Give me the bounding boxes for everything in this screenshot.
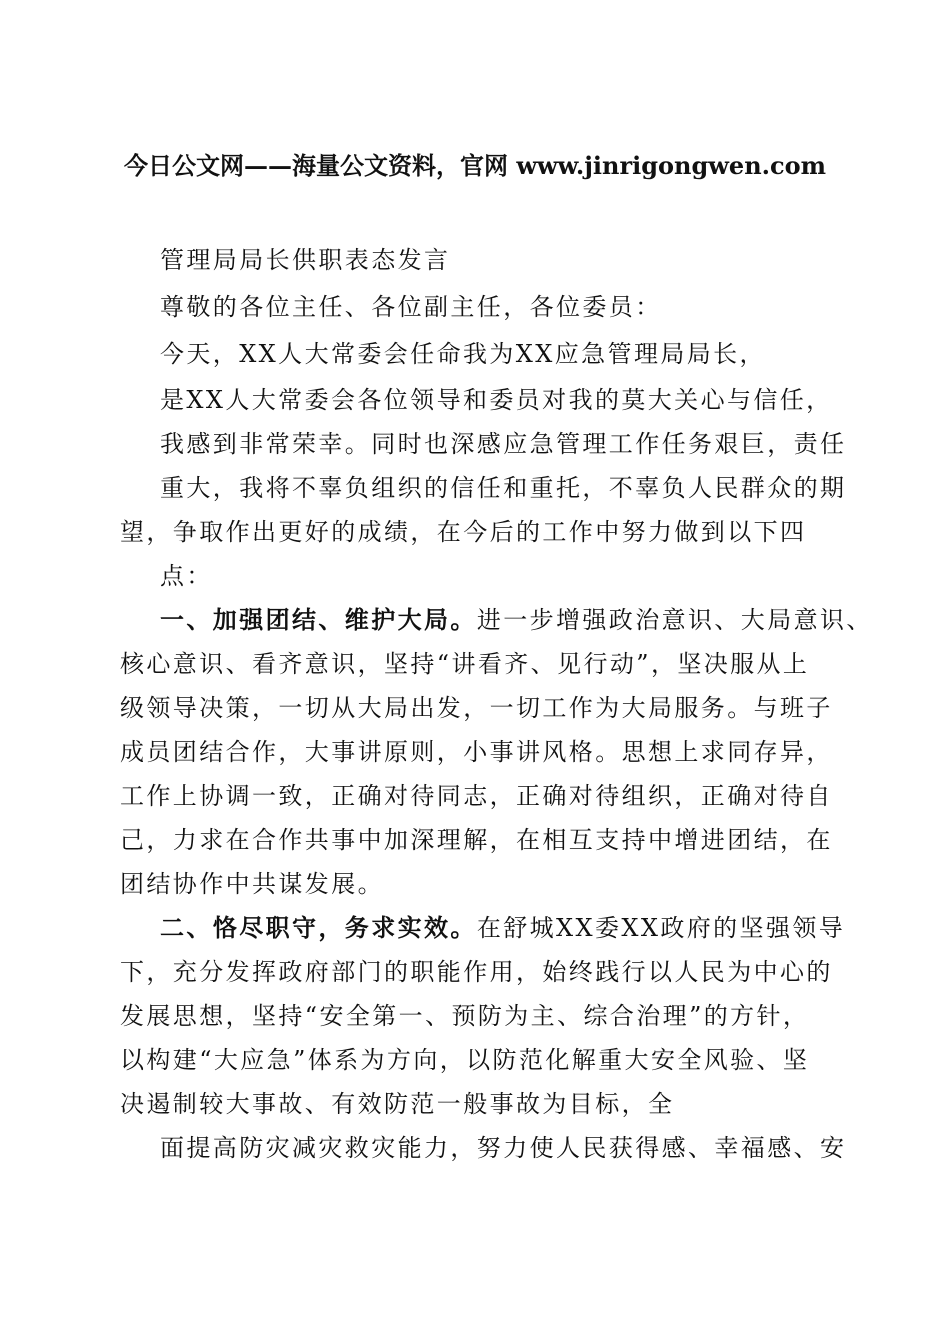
doc-title: 管理局局长供职表态发言: [160, 246, 451, 274]
section1-line: 成员团结合作，大事讲原则，小事讲风格。思想上求同存异，: [120, 738, 833, 766]
section2-heading: 二、恪尽职守，务求实效。: [160, 913, 477, 942]
section2-line: 面提高防灾减灾救灾能力，努力使人民获得感、幸福感、安: [160, 1134, 847, 1162]
intro-line: 重大，我将不辜负组织的信任和重托，不辜负人民群众的期: [160, 474, 847, 502]
site-header: 今日公文网——海量公文资料，官网 www.jinrigongwen.com: [123, 151, 827, 180]
salutation: 尊敬的各位主任、各位副主任，各位委员：: [160, 293, 662, 321]
section2-line: 下，充分发挥政府部门的职能作用，始终践行以人民为中心的: [120, 958, 833, 986]
section1-line: 核心意识、看齐意识，坚持“讲看齐、见行动”，坚决服从上: [120, 650, 810, 678]
section1-line: 工作上协调一致，正确对待同志，正确对待组织，正确对待自: [120, 782, 833, 810]
section1-text: 进一步增强政治意识、大局意识、: [476, 606, 873, 634]
section2-first-line: [160, 908, 845, 943]
section1-line: 级领导决策，一切从大局出发，一切工作为大局服务。与班子: [120, 694, 833, 722]
section2-line: 决遏制较大事故、有效防范一般事故为目标，全: [120, 1090, 675, 1118]
intro-line: 今天，XX人大常委会任命我为XX应急管理局局长，: [160, 340, 766, 368]
intro-line: 望，争取作出更好的成绩，在今后的工作中努力做到以下四: [120, 518, 807, 546]
section1-line: 团结协作中共谋发展。: [120, 870, 384, 898]
section2-line: 以构建“大应急”体系为方向，以防范化解重大安全风验、坚: [120, 1046, 810, 1074]
intro-line: 是XX人大常委会各位领导和委员对我的莫大关心与信任，: [160, 386, 833, 414]
section1-first-line: [160, 600, 873, 635]
intro-line: 点：: [160, 562, 213, 590]
section1-line: 己，力求在合作共事中加深理解，在相互支持中增进团结，在: [120, 826, 833, 854]
section2-text: 在舒城XX委XX政府的坚强领导: [476, 914, 846, 942]
section1-heading: 一、加强团结、维护大局。: [160, 605, 477, 634]
section2-line: 发展思想，坚持“安全第一、预防为主、综合治理”的方针，: [120, 1002, 810, 1030]
intro-line: 我感到非常荣幸。同时也深感应急管理工作任务艰巨，责任: [160, 430, 847, 458]
